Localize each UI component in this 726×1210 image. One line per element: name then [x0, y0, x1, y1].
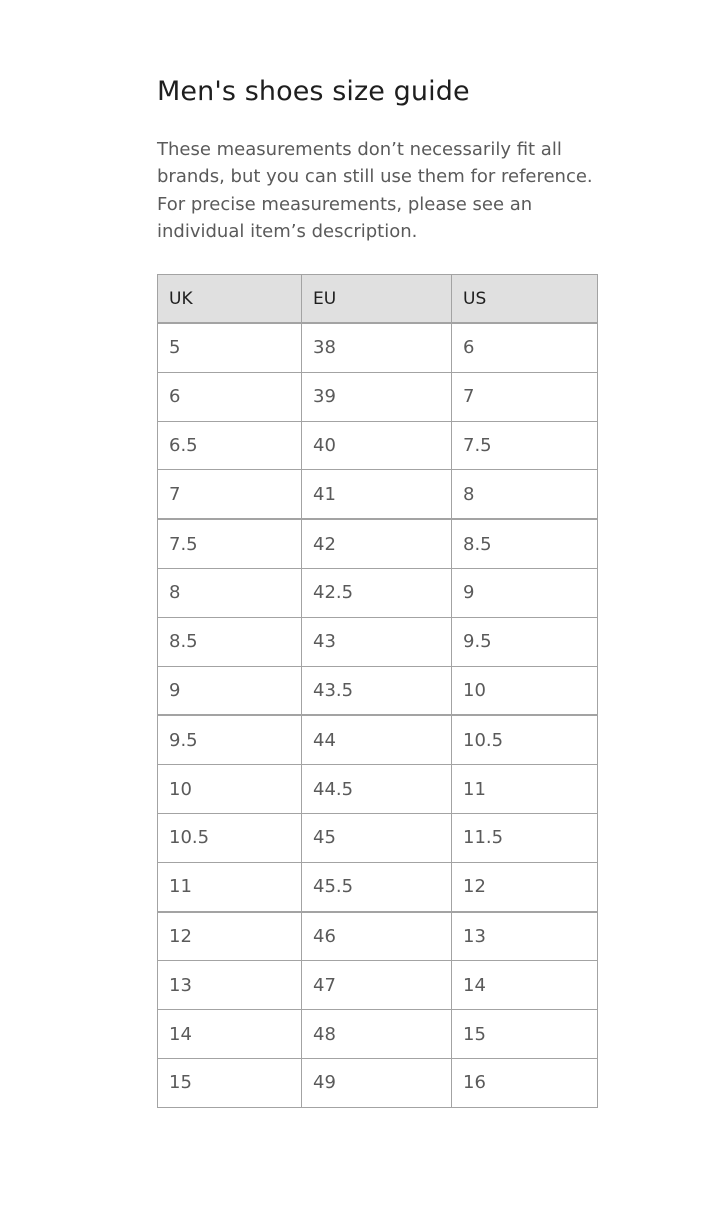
cell-uk: 8.5	[158, 617, 302, 666]
table-row	[158, 1010, 598, 1059]
column-header-uk: UK	[158, 275, 302, 324]
cell-us: 11	[452, 765, 598, 814]
cell-eu: 40	[302, 421, 452, 470]
table-row	[158, 715, 598, 764]
size-guide	[157, 72, 597, 1094]
cell-uk: 6	[158, 372, 302, 421]
cell-us: 9	[452, 568, 598, 617]
cell-uk: 15	[158, 1058, 302, 1107]
cell-eu: 42	[302, 519, 452, 568]
table-row	[158, 617, 598, 666]
table-header	[158, 275, 598, 324]
column-header-eu: EU	[302, 275, 452, 324]
cell-uk: 9	[158, 666, 302, 715]
cell-us: 15	[452, 1010, 598, 1059]
cell-us: 16	[452, 1058, 598, 1107]
cell-us: 9.5	[452, 617, 598, 666]
table-row	[158, 961, 598, 1010]
cell-us: 12	[452, 862, 598, 911]
table-row	[158, 568, 598, 617]
cell-us: 11.5	[452, 813, 598, 862]
cell-uk: 7.5	[158, 519, 302, 568]
cell-eu: 49	[302, 1058, 452, 1107]
table-row	[158, 519, 598, 568]
cell-uk: 9.5	[158, 715, 302, 764]
cell-us: 7	[452, 372, 598, 421]
cell-uk: 11	[158, 862, 302, 911]
cell-eu: 44	[302, 715, 452, 764]
size-table	[157, 274, 598, 1108]
cell-us: 10.5	[452, 715, 598, 764]
table-row	[158, 323, 598, 372]
cell-eu: 39	[302, 372, 452, 421]
cell-eu: 45	[302, 813, 452, 862]
table-row	[158, 912, 598, 961]
table-row	[158, 1058, 598, 1107]
page-title: Men's shoes size guide	[157, 76, 470, 107]
cell-eu: 38	[302, 323, 452, 372]
header-row	[158, 275, 598, 324]
cell-us: 13	[452, 912, 598, 961]
table-row	[158, 862, 598, 911]
table-row	[158, 470, 598, 519]
cell-uk: 6.5	[158, 421, 302, 470]
table-row	[158, 765, 598, 814]
cell-uk: 10.5	[158, 813, 302, 862]
cell-us: 14	[452, 961, 598, 1010]
cell-eu: 47	[302, 961, 452, 1010]
column-header-us: US	[452, 275, 598, 324]
cell-uk: 14	[158, 1010, 302, 1059]
table-row	[158, 666, 598, 715]
intro-text: These measurements don’t necessarily fit all brands, but you can still use them for reference. For precise measurements, please see an individual item’s description.	[157, 139, 593, 242]
cell-eu: 43	[302, 617, 452, 666]
cell-eu: 44.5	[302, 765, 452, 814]
table-row	[158, 372, 598, 421]
cell-uk: 10	[158, 765, 302, 814]
cell-us: 10	[452, 666, 598, 715]
cell-uk: 7	[158, 470, 302, 519]
cell-us: 8	[452, 470, 598, 519]
cell-us: 6	[452, 323, 598, 372]
cell-uk: 8	[158, 568, 302, 617]
cell-uk: 12	[158, 912, 302, 961]
table-row	[158, 813, 598, 862]
cell-us: 7.5	[452, 421, 598, 470]
cell-us: 8.5	[452, 519, 598, 568]
cell-eu: 41	[302, 470, 452, 519]
cell-eu: 46	[302, 912, 452, 961]
table-row	[158, 421, 598, 470]
cell-uk: 13	[158, 961, 302, 1010]
cell-eu: 42.5	[302, 568, 452, 617]
cell-uk: 5	[158, 323, 302, 372]
cell-eu: 45.5	[302, 862, 452, 911]
cell-eu: 48	[302, 1010, 452, 1059]
table-body	[158, 323, 598, 1107]
cell-eu: 43.5	[302, 666, 452, 715]
